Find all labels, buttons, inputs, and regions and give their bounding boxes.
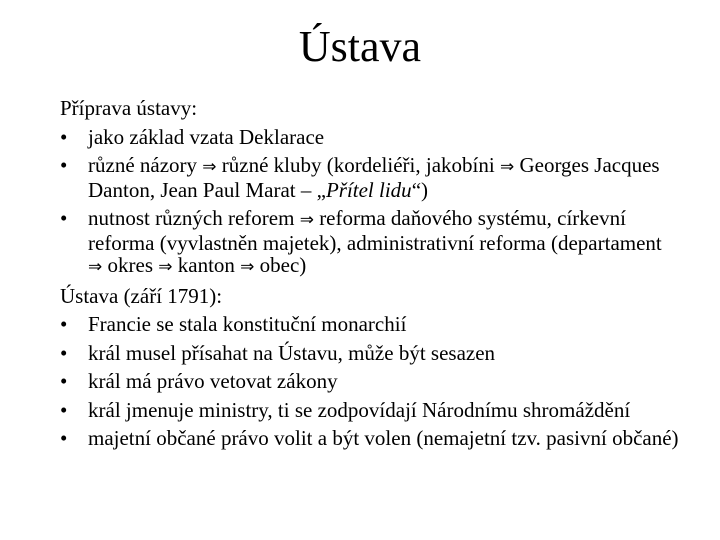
- slide-body: [60, 97, 680, 456]
- implies-arrow-icon: ⇒: [158, 257, 173, 277]
- bullet-icon: •: [60, 206, 68, 230]
- bullet-item: [60, 154, 680, 201]
- bullet-item: [60, 370, 680, 393]
- text-run: okres: [102, 253, 159, 277]
- bullet-item: [60, 313, 680, 336]
- text-run: jako základ vzata Deklarace: [88, 124, 325, 149]
- text-run: král jmenuje ministry, ti se zodpovídají Národnímu shromáždění: [88, 397, 631, 422]
- text-run: reforma daňového systému, církevní reforma (vyvlastněn majetek), administrativní reforma (departament: [88, 206, 662, 255]
- bullet-item: [60, 342, 680, 365]
- bullet-text: [88, 398, 630, 422]
- bullet-icon: •: [60, 124, 68, 149]
- bullet-text: [88, 206, 662, 277]
- bullet-icon: •: [60, 426, 68, 450]
- section-heading: Příprava ústavy:: [60, 96, 198, 120]
- text-run: “): [411, 177, 429, 202]
- text-run: kanton: [172, 253, 241, 277]
- implies-arrow-icon: ⇒: [299, 210, 314, 230]
- bullet-icon: •: [60, 153, 68, 177]
- bullet-icon: •: [60, 312, 68, 336]
- implies-arrow-icon: ⇒: [202, 157, 217, 177]
- bullet-icon: •: [60, 340, 68, 365]
- bullet-item: [60, 399, 680, 422]
- bullet-icon: •: [60, 369, 68, 393]
- bullet-text: [88, 426, 679, 450]
- bullet-text: [88, 369, 338, 393]
- slide-title: Ústava: [298, 22, 422, 71]
- implies-arrow-icon: ⇒: [499, 157, 515, 177]
- italic-text: Přítel lidu: [325, 177, 412, 202]
- section-heading: Ústava (září 1791):: [60, 283, 223, 308]
- text-run: obec): [254, 253, 307, 277]
- text-run: různé názory: [88, 153, 203, 177]
- bullet-icon: •: [60, 397, 68, 422]
- text-run: Georges Jacques Danton, Jean Paul Marat – „: [88, 153, 660, 202]
- text-run: Francie se stala konstituční monarchií: [88, 312, 407, 336]
- text-run: král musel přísahat na Ústavu, může být sesazen: [88, 340, 496, 365]
- implies-arrow-icon: ⇒: [240, 257, 255, 277]
- bullet-item: [60, 126, 680, 149]
- bullet-item: [60, 207, 680, 279]
- bullet-text: [88, 153, 660, 202]
- text-run: majetní občané právo volit a být volen (nemajetní tzv. pasivní občané): [88, 426, 679, 450]
- bullet-text: [88, 312, 406, 336]
- bullet-text: [88, 125, 324, 149]
- text-run: různé kluby (kordeliéři, jakobíni: [216, 153, 500, 177]
- bullet-item: [60, 427, 680, 450]
- bullet-text: [88, 341, 495, 365]
- text-run: nutnost různých reforem: [88, 206, 300, 230]
- implies-arrow-icon: ⇒: [88, 257, 103, 277]
- text-run: král má právo vetovat zákony: [88, 369, 338, 393]
